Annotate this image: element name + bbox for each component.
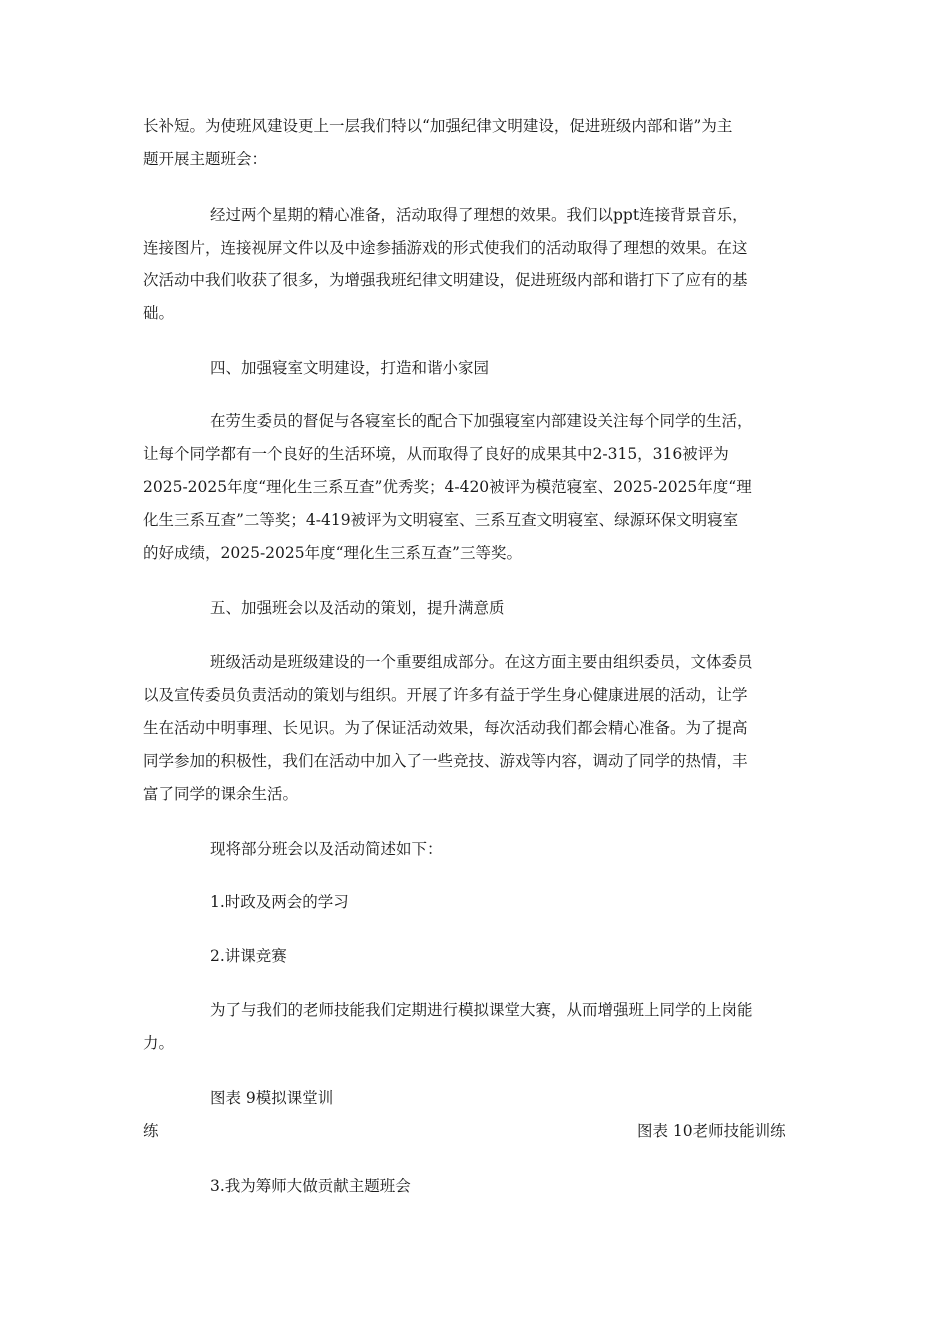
paragraph-5: 现将部分班会以及活动简述如下：	[210, 840, 443, 858]
paragraph-4-line-2: 以及宣传委员负责活动的策划与组织。开展了许多有益于学生身心健康进展的活动，让学	[143, 686, 748, 704]
section-heading-5: 五、加强班会以及活动的策划，提升满意质	[210, 599, 505, 617]
paragraph-4-line-3: 生在活动中明事理、长见识。为了保证活动效果，每次活动我们都会精心准备。为了提高	[143, 719, 748, 737]
list-item-3: 3.我为筹师大做贡献主题班会	[210, 1177, 411, 1195]
figure-10-caption: 图表 10老师技能训练	[637, 1122, 786, 1140]
paragraph-3-line-3: 2025-2025年度“理化生三系互查”优秀奖；4-420被评为模范寝室、2025-2025年度“理	[143, 478, 752, 496]
figure-9-caption: 图表 9模拟课堂训	[210, 1089, 334, 1107]
paragraph-4-line-1: 班级活动是班级建设的一个重要组成部分。在这方面主要由组织委员，文体委员	[210, 653, 753, 671]
paragraph-4-line-5: 富了同学的课余生活。	[143, 785, 299, 803]
section-heading-4: 四、加强寝室文明建设，打造和谐小家园	[210, 359, 490, 377]
paragraph-2-line-1: 经过两个星期的精心准备，活动取得了理想的效果。我们以ppt连接背景音乐，	[210, 206, 748, 224]
paragraph-1-line-2: 题开展主题班会：	[143, 150, 268, 168]
paragraph-2-line-4: 础。	[143, 304, 175, 322]
list-item-2: 2.讲课竞赛	[210, 947, 287, 965]
paragraph-6-line-2: 力。	[143, 1034, 175, 1052]
paragraph-1-line-1: 长补短。为使班风建设更上一层我们特以“加强纪律文明建设，促进班级内部和谐”为主	[143, 117, 733, 135]
paragraph-3-line-5: 的好成绩，2025-2025年度“理化生三系互查”三等奖。	[143, 544, 522, 562]
paragraph-4-line-4: 同学参加的积极性，我们在活动中加入了一些竞技、游戏等内容，调动了同学的热情，丰	[143, 752, 748, 770]
paragraph-6-line-1: 为了与我们的老师技能我们定期进行模拟课堂大赛，从而增强班上同学的上岗能	[210, 1001, 753, 1019]
paragraph-2-line-3: 次活动中我们收获了很多，为增强我班纪律文明建设，促进班级内部和谐打下了应有的基	[143, 271, 748, 289]
paragraph-2-line-2: 连接图片，连接视屏文件以及中途参插游戏的形式使我们的活动取得了理想的效果。在这	[143, 239, 748, 257]
list-item-1: 1.时政及两会的学习	[210, 893, 349, 911]
paragraph-3-line-1: 在劳生委员的督促与各寝室长的配合下加强寝室内部建设关注每个同学的生活，	[210, 412, 753, 430]
figure-9-caption-continued: 练	[143, 1122, 159, 1140]
paragraph-3-line-4: 化生三系互查”二等奖；4-419被评为文明寝室、三系互查文明寝室、绿源环保文明寝室	[143, 511, 739, 529]
paragraph-3-line-2: 让每个同学都有一个良好的生活环境，从而取得了良好的成果其中2-315，316被评为	[143, 445, 729, 463]
